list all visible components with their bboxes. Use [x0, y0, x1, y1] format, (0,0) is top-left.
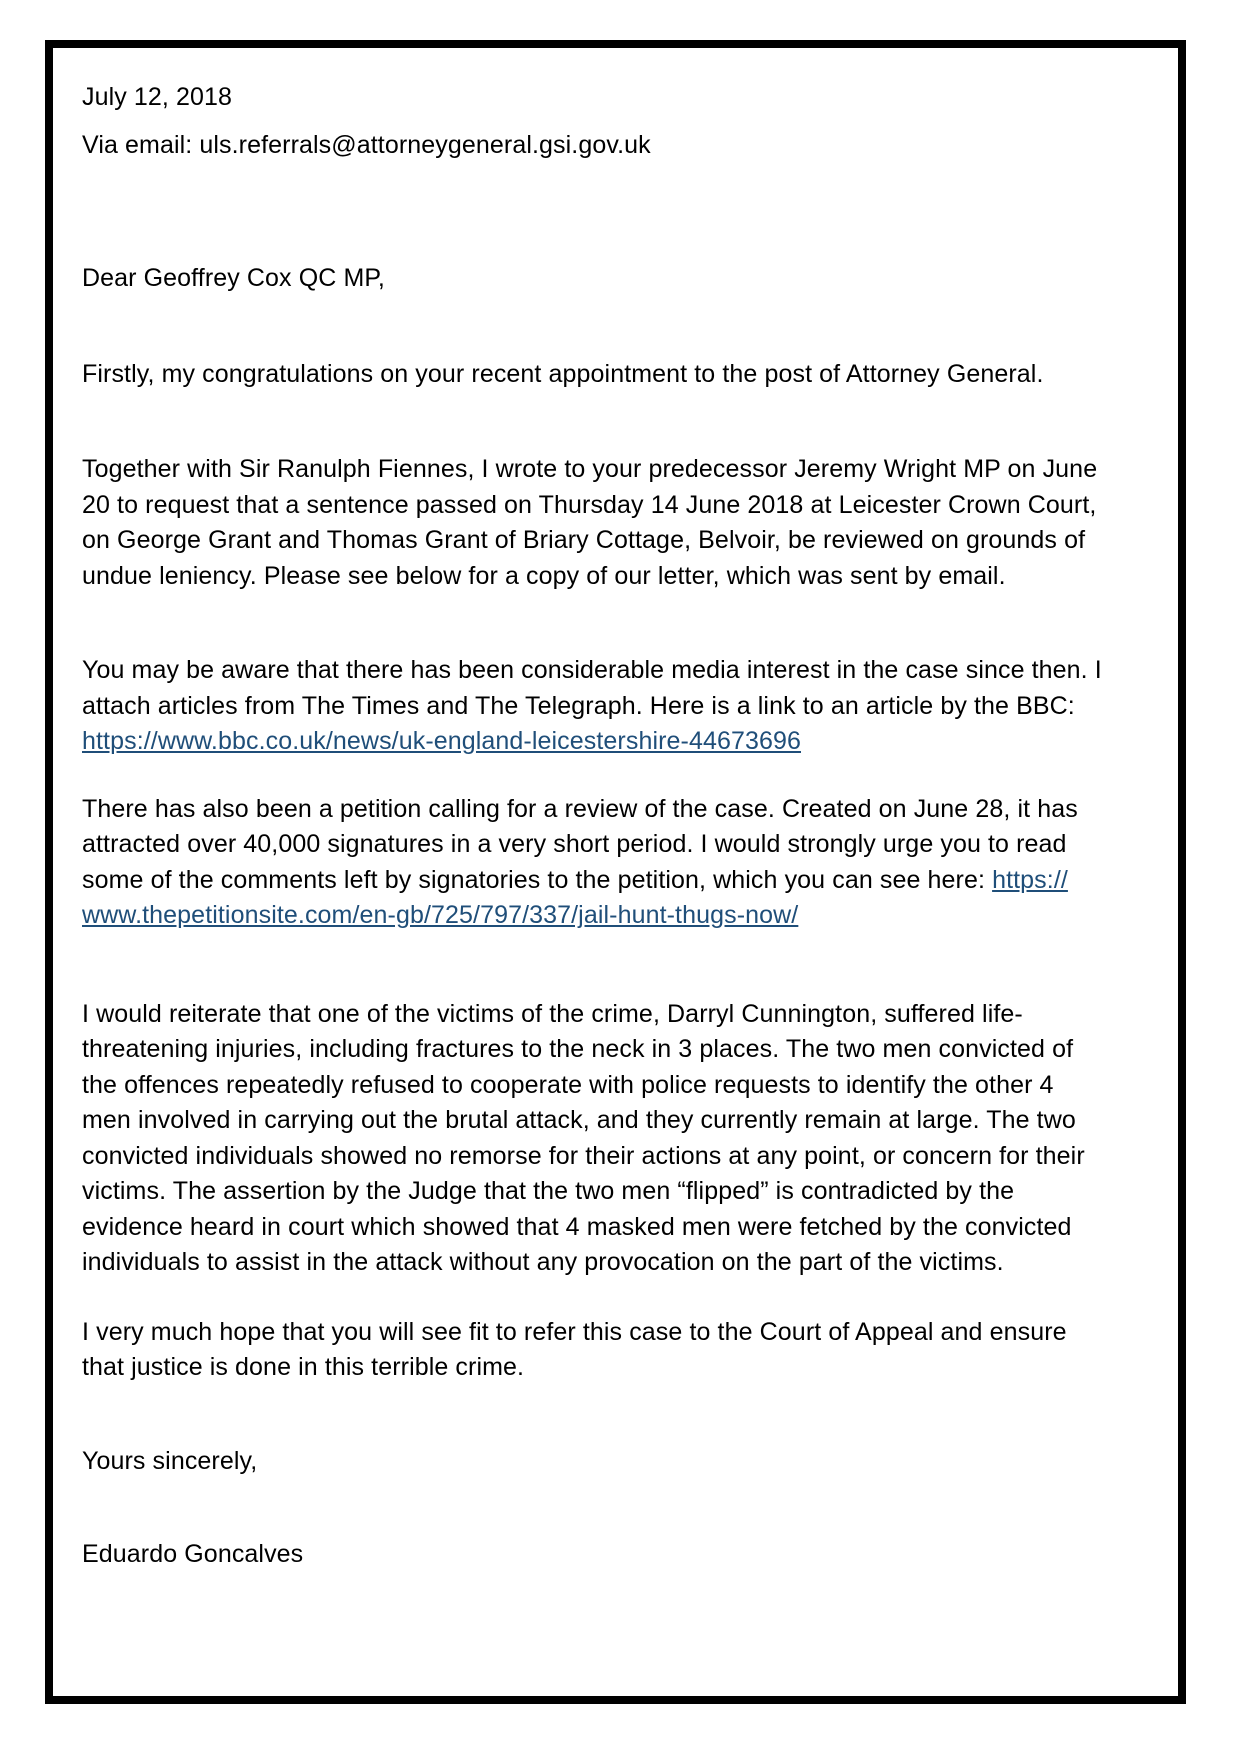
paragraph-line: attracted over 40,000 signatures in a very short period. I would strongly urge you to read	[82, 830, 1067, 858]
paragraph-congratulations: Firstly, my congratulations on your recent appointment to the post of Attorney General.	[82, 359, 1044, 388]
paragraph-line: Together with Sir Ranulph Fiennes, I wrote to your predecessor Jeremy Wright MP on June	[82, 455, 1098, 483]
via-email-address: uls.referrals@attorneygeneral.gsi.gov.uk	[199, 130, 651, 159]
paragraph-petition	[82, 792, 1167, 934]
paragraph-line: threatening injuries, including fractures to the neck in 3 places. The two men convicted of	[82, 1035, 1074, 1063]
paragraph-court-of-appeal	[82, 1315, 1167, 1386]
paragraph-line: attach articles from The Times and The Telegraph. Here is a link to an article by the BBC:	[82, 691, 1075, 720]
bbc-link-line	[82, 724, 1167, 760]
paragraph-line	[82, 863, 1167, 899]
paragraph-line: I would reiterate that one of the victims of the crime, Darryl Cunnington, suffered life-	[82, 999, 1023, 1028]
paragraph-line: the offences repeatedly refused to cooperate with police requests to identify the other 4	[82, 1070, 1054, 1099]
via-email-label: Via email:	[82, 130, 200, 159]
salutation: Dear Geoffrey Cox QC MP,	[82, 264, 385, 292]
paragraph-line: convicted individuals showed no remorse for their actions at any point, or concern for their	[82, 1141, 1085, 1170]
paragraph-previous-letter	[82, 452, 1167, 594]
paragraph-media-interest	[82, 653, 1167, 760]
letter-date: July 12, 2018	[82, 83, 233, 111]
petition-intro-text: some of the comments left by signatories to the petition, which you can see here:	[82, 865, 993, 894]
paragraph-line: victims. The assertion by the Judge that the two men “flipped” is contradicted by the	[82, 1177, 1015, 1205]
petition-link-part2[interactable]: www.thepetitionsite.com/en-gb/725/797/337/jail-hunt-thugs-now/	[82, 901, 799, 929]
paragraph-line: 20 to request that a sentence passed on Thursday 14 June 2018 at Leicester Crown Court,	[82, 490, 1097, 519]
paragraph-line: evidence heard in court which showed that 4 masked men were fetched by the convicted	[82, 1212, 1072, 1241]
via-email-line	[82, 128, 1167, 164]
petition-link-part1[interactable]: https://	[992, 865, 1068, 894]
paragraph-line: that justice is done in this terrible crime.	[82, 1353, 525, 1381]
paragraph-line: individuals to assist in the attack without any provocation on the part of the victims.	[82, 1248, 1004, 1276]
signature: Eduardo Goncalves	[82, 1540, 304, 1568]
paragraph-line: undue leniency. Please see below for a copy of our letter, which was sent by email.	[82, 561, 1006, 590]
paragraph-line: You may be aware that there has been considerable media interest in the case since then. I	[82, 656, 1102, 684]
paragraph-victims	[82, 997, 1167, 1281]
paragraph-line	[82, 898, 1167, 934]
paragraph-line: I very much hope that you will see fit to refer this case to the Court of Appeal and ensure	[82, 1317, 1067, 1346]
closing: Yours sincerely,	[82, 1446, 258, 1475]
paragraph-line: on George Grant and Thomas Grant of Briary Cottage, Belvoir, be reviewed on grounds of	[82, 526, 1086, 554]
paragraph-line: men involved in carrying out the brutal attack, and they currently remain at large. The two	[82, 1106, 1076, 1134]
letter-body	[82, 80, 1167, 1573]
bbc-article-link[interactable]: https://www.bbc.co.uk/news/uk-england-leicestershire-44673696	[82, 727, 801, 755]
paragraph-line: There has also been a petition calling for a review of the case. Created on June 28, it has	[82, 794, 1078, 823]
